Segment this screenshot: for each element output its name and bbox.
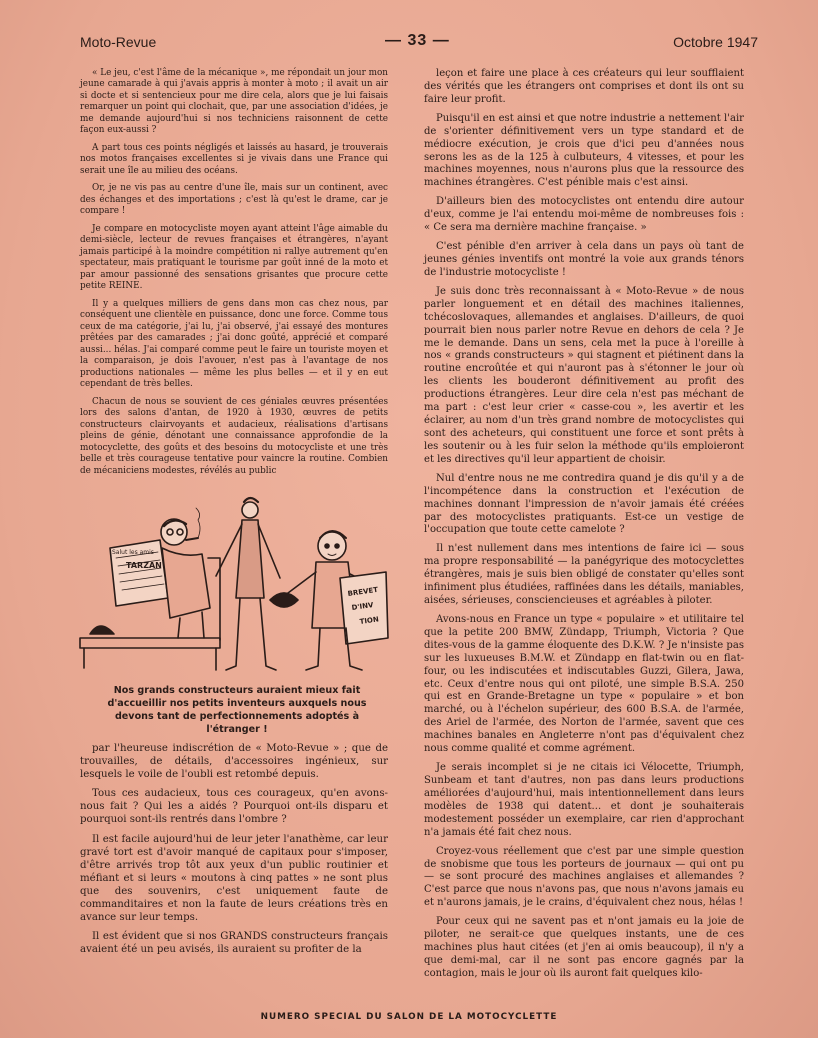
- paragraph: Il est évident que si nos GRANDS constructeurs français avaient été un peu avisés, ils auraient su profiter de la: [80, 931, 388, 956]
- paragraph: Or, je ne vis pas au centre d'une île, mais sur un continent, avec des échanges et des importations ; c'est là qu'est le drame, car je compare !: [80, 183, 388, 217]
- left-column-bottom: [80, 742, 388, 962]
- paragraph: leçon et faire une place à ces créateurs qui leur soufflaient des vérités que les étrangers ont comprises et dont ils ont su faire leur profit.: [424, 68, 744, 105]
- paragraph: Puisqu'il en est ainsi et que notre industrie a nettement l'air de s'orienter définitivement vers un type standard et de médiocre exécution, je crois que d'ici peu d'années nous serons les as de la 125 à culbuteurs, 4 vitesses, et pour les machines moyennes, nous n'aurons plus que la ressource des machines étrangères. C'est pénible mais c'est ainsi.: [424, 112, 744, 189]
- paragraph: par l'heureuse indiscrétion de « Moto-Revue » ; que de trouvailles, de détails, d'accessoires ingénieux, sur lesquels le voile de l'oubli est retombé depuis.: [80, 743, 388, 781]
- left-column-top: [80, 68, 388, 483]
- paragraph: Il n'est nullement dans mes intentions de faire ici — sous ma propre responsabilité — la panégyrique des motocyclettes étrangères, mais je suis bien obligé de constater qu'elles sont infiniment plus étudiées, raffinées dans les détails, maniables, aisées, sérieuses, consciencieuses et agréables à piloter.: [424, 543, 744, 607]
- cartoon-illustration: [70, 488, 400, 680]
- illustration-caption: Nos grands constructeurs auraient mieux fait d'accueillir nos petits inventeurs auxquels nous devons tant de perfectionnements adoptés à l'étranger !: [107, 685, 367, 735]
- bag-label-dinv: D'INV: [351, 601, 374, 612]
- issue-date: Octobre 1947: [673, 34, 758, 50]
- paragraph: Croyez-vous réellement que c'est par une simple question de snobisme que tous les porteurs de journaux — qui ont pu — se sont procuré des machines anglaises et allemandes ? C'est parce que nous n'avons pas, que nous n'avons jamais eu et n'aurons jamais, je le crains, d'équivalent chez nous, hélas !: [424, 845, 744, 909]
- page-header: [80, 34, 758, 56]
- paragraph: C'est pénible d'en arriver à cela dans un pays où tant de jeunes génies inventifs ont montré la voie aux grands ténors de l'industrie motocycliste !: [424, 241, 744, 278]
- paragraph: A part tous ces points négligés et laissés au hasard, je trouverais nos motos françaises excellentes si je vivais dans une France qui serait une île au milieu des océans.: [80, 142, 388, 176]
- paragraph: « Le jeu, c'est l'âme de la mécanique », me répondait un jour mon jeune camarade à qui j'avais appris à monter à moto ; il avait un air si docte et si sentencieux pour me dire cela, alors que je lui faisais remarquer un point qui clochait, que, par une association d'idées, je me demande aujourd'hui si nos techniciens raisonnent de cette façon eux-aussi ?: [80, 68, 388, 136]
- paragraph: Pour ceux qui ne savent pas et n'ont jamais eu la joie de piloter, ne serait-ce que quelques instants, une de ces machines plus haut citées (et j'en ai omis beaucoup), il n'y a que demi-mal, car il ne sont pas encore gagnés par la contagion, mais le jour où ils auront fait quelques kilo-: [424, 916, 744, 979]
- paragraph: Je serais incomplet si je ne citais ici Vélocette, Triumph, Sunbeam et tant d'autres, non pas dans leurs productions améliorées d'aujourd'hui, mais intentionnellement dans leurs modèles de 1938 qui datent... et dont je souhaiterais modestement posséder un exemplaire, car rien d'approchant n'a jamais été fait chez nous.: [424, 762, 744, 838]
- newspaper-small-title: Salut les amis: [112, 549, 154, 556]
- paragraph: Je compare en motocycliste moyen ayant atteint l'âge aimable du demi-siècle, lecteur de revues françaises et étrangères, n'ayant jamais participé à la moindre compétition ni rallye autrement qu'en spectateur, mais pratiquant le tourisme par goût inné de la moto et par amour passionné des sensations grisantes que procure cette petite REINE.: [80, 223, 388, 292]
- bag-label-brevet: BREVET: [347, 585, 379, 598]
- paragraph: Avons-nous en France un type « populaire » et utilitaire tel que la petite 200 BMW, Zündapp, Triumph, Victoria ? Que dites-vous de la gamme éloquente des D.K.W. ? Je n'insiste pas sur les luxueuses B.M.W. et Zündapp en flat-twin ou en flat-four, ou les indiscutées et indiscutables Guzzi, Gilera, Jawa, etc. Ceux d'entre nous qui ont piloté, une simple B.S.A. 250 qui est en Grande-Bretagne un type « populaire » et bon marché, ou à l'échelon supérieur, des 600 B.S.A. de l'armée, des Ariel de l'armée, des Norton de l'armée, savent que ces machines banales en Angleterre n'ont pas d'équivalent chez nous comme qualité et comme agrément.: [424, 613, 744, 755]
- newspaper-title: TARZAN: [126, 561, 162, 570]
- paragraph: Je suis donc très reconnaissant à « Moto-Revue » de nous parler longuement et en détail des machines italiennes, tchécoslovaques, allemandes et anglaises. D'ailleurs, de quoi pourrait bien nous parler notre Revue en dehors de cela ? Je me le demande. Dans un sens, cela met la puce à l'oreille à nos « grands constructeurs » qui stagnent et piétinent dans la routine encroûtée et qui n'auront pas à s'étonner le jour où les clients les bouderont définitivement au profit des productions étrangères. Leur dire cela n'est pas méchant de ma part : c'est leur crier « casse-cou », les avertir et les éclairer, au nom d'un très grand nombre de motocyclistes qui sont des acheteurs, qui constituent une force et sont prêts à les soutenir ou à les fuir selon la méthode qu'ils emploieront et les directives qu'il leur appartient de choisir.: [424, 285, 744, 465]
- magazine-title: Moto-Revue: [80, 34, 157, 50]
- page-footer: NUMERO SPECIAL DU SALON DE LA MOTOCYCLETTE: [260, 1012, 558, 1022]
- paragraph: D'ailleurs bien des motocyclistes ont entendu dire autour d'eux, comme je l'ai entendu moi-même de nombreuses fois : « Ce sera ma dernière machine française. »: [424, 196, 744, 234]
- paragraph: Chacun de nous se souvient de ces géniales œuvres présentées lors des salons d'antan, de 1920 à 1930, œuvres de petits constructeurs clairvoyants et audacieux, réalisations d'artisans pleins de génie, dénotant une connaissance approfondie de la motocyclette, des goûts et des besoins du motocycliste et une très belle et très courageuse tentative pour vaincre la routine. Combien de mécaniciens modestes, révélés au public: [80, 396, 388, 476]
- page-number: — 33 —: [385, 32, 450, 49]
- paragraph: Il est facile aujourd'hui de leur jeter l'anathème, car leur gravé tort est d'avoir manqué de capitaux pour s'imposer, d'être arrivés trop tôt aux yeux d'un public routinier et méfiant et si leurs « moutons à cinq pattes » ne sont plus que des souvenirs, c'est uniquement faute de commanditaires et non la faute de leurs créations très en avance sur leur temps.: [80, 833, 388, 924]
- bag-label-tion: TION: [359, 615, 380, 626]
- right-column: [424, 68, 744, 987]
- paragraph: Il y a quelques milliers de gens dans mon cas chez nous, par conséquent une clientèle en puissance, donc une force. Comme tous ceux de ma catégorie, j'ai lu, j'ai observé, j'ai essayé des montures prêtées par des camarades ; j'ai donc goûté, apprécié et comparé aussi... hélas. J'ai comparé comme peut le faire un touriste moyen et la comparaison, je dois l'avouer, n'est pas à l'avantage de nos productions nationales — même les plus belles — et il y en eut cependant de très belles.: [80, 298, 388, 390]
- paragraph: Tous ces audacieux, tous ces courageux, qu'en avons-nous fait ? Qui les a aidés ? Pourquoi ont-ils disparu et pourquoi sont-ils rentrés dans l'ombre ?: [80, 788, 388, 826]
- paragraph: Nul d'entre nous ne me contredira quand je dis qu'il y a de l'incompétence dans la construction et l'exécution de machines donnant l'impression de n'avoir jamais été créées par des motocyclistes pratiquants. Est-ce un vestige de l'occupation que toute cette camelote ?: [424, 472, 744, 536]
